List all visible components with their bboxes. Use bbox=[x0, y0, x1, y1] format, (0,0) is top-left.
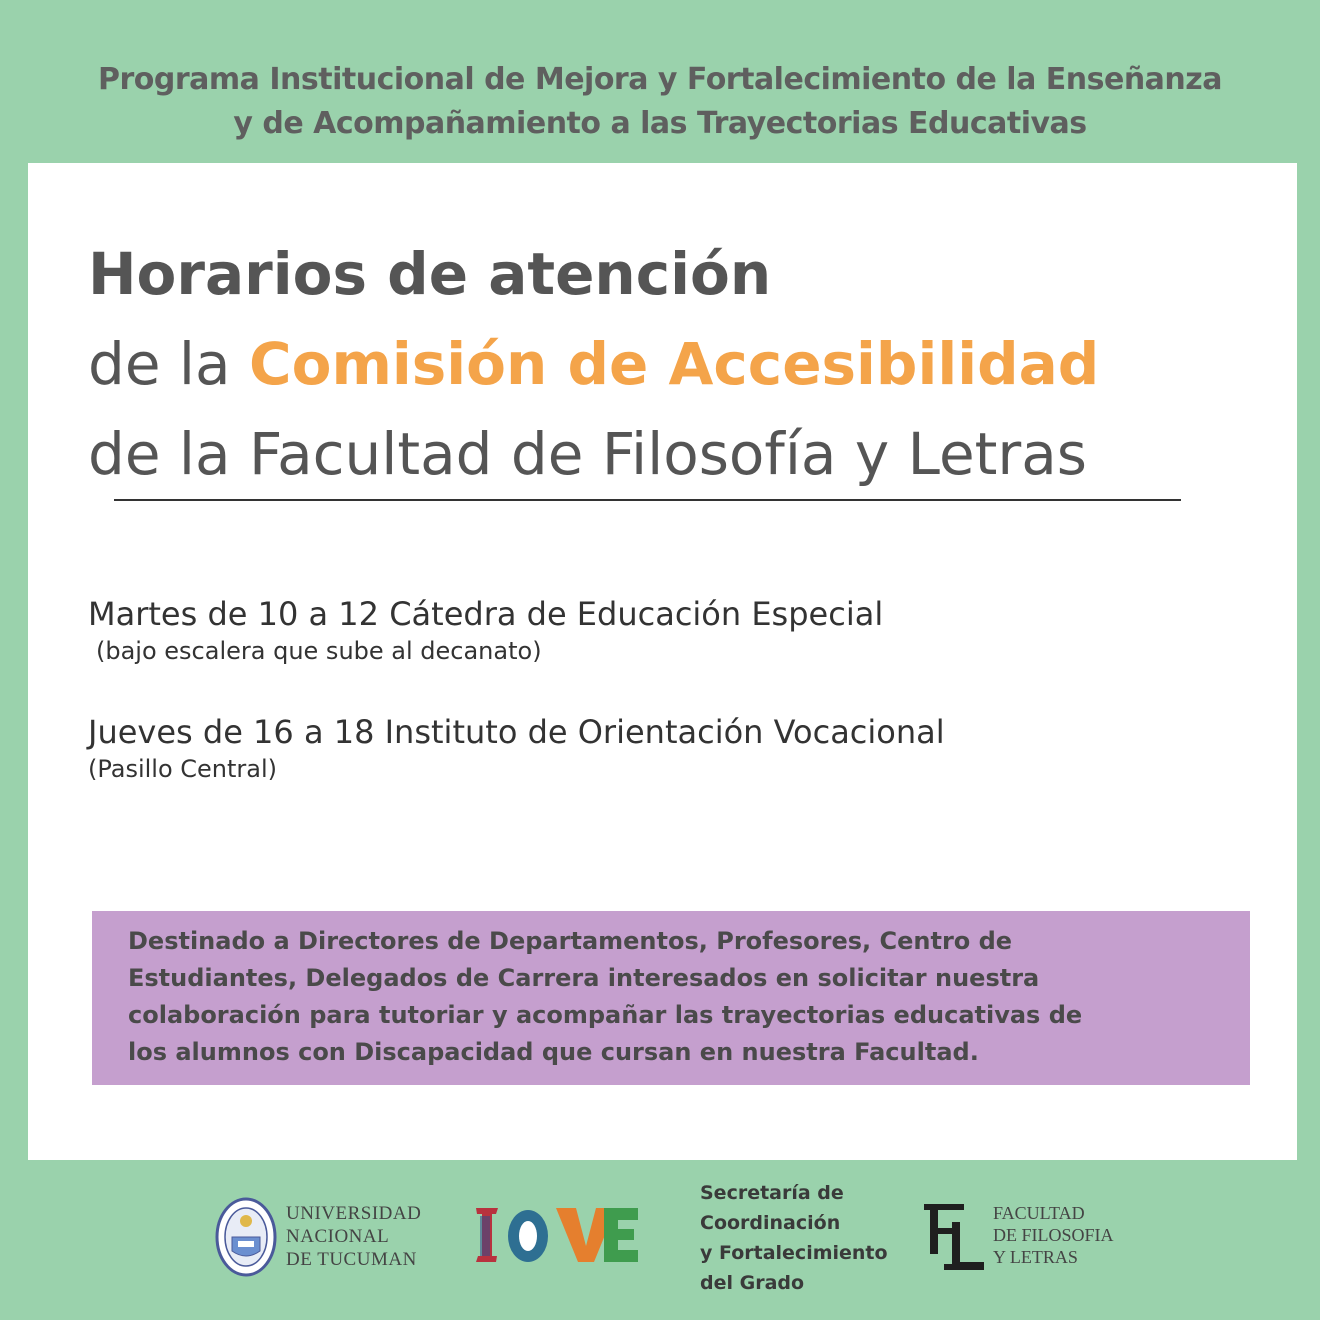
title-line-2 bbox=[88, 319, 1268, 409]
title-highlight: Comisión de Accesibilidad bbox=[249, 330, 1100, 398]
notice-line: colaboración para tutoriar y acompañar las trayectorias educativas de bbox=[128, 1001, 1083, 1029]
content-card bbox=[28, 163, 1297, 1160]
title-line-1: Horarios de atención bbox=[88, 240, 772, 308]
schedule-main: Jueves de 16 a 18 Instituto de Orientación Vocacional bbox=[88, 713, 945, 751]
ffyl-line: FACULTAD bbox=[993, 1203, 1085, 1223]
secretaria-line: del Grado bbox=[700, 1272, 805, 1294]
page-title bbox=[88, 229, 1268, 499]
schedule-item-thursday bbox=[88, 711, 1208, 785]
secretaria-line: Coordinación bbox=[700, 1212, 841, 1234]
unt-line: DE TUCUMAN bbox=[286, 1249, 417, 1270]
secretaria-name bbox=[700, 1178, 888, 1298]
ffyl-line: DE FILOSOFIA bbox=[993, 1225, 1114, 1245]
program-header-line-1: Programa Institucional de Mejora y Fortalecimiento de la Enseñanza bbox=[98, 62, 1222, 97]
footer-logos bbox=[0, 1160, 1320, 1320]
schedule-location: (Pasillo Central) bbox=[88, 755, 278, 783]
divider bbox=[114, 499, 1181, 501]
notice-text bbox=[128, 923, 1228, 1071]
notice-line: los alumnos con Discapacidad que cursan en nuestra Facultad. bbox=[128, 1038, 979, 1066]
title-line-3: de la Facultad de Filosofía y Letras bbox=[88, 420, 1087, 488]
ffyl-name bbox=[993, 1202, 1114, 1268]
unt-name bbox=[286, 1202, 421, 1271]
ffyl-line: Y LETRAS bbox=[993, 1247, 1078, 1267]
unt-line: NACIONAL bbox=[286, 1226, 390, 1247]
schedule-location: (bajo escalera que sube al decanato) bbox=[96, 637, 542, 665]
secretaria-line: y Fortalecimiento bbox=[700, 1242, 888, 1264]
ffyl-logo-icon bbox=[922, 1200, 988, 1272]
university-seal-icon bbox=[215, 1197, 277, 1277]
notice-line: Estudiantes, Delegados de Carrera interesados en solicitar nuestra bbox=[128, 964, 1040, 992]
schedule-main: Martes de 10 a 12 Cátedra de Educación Especial bbox=[88, 595, 884, 633]
schedule-item-tuesday bbox=[88, 593, 1208, 667]
notice-box bbox=[92, 911, 1250, 1085]
title-line-2-prefix: de la bbox=[88, 330, 250, 398]
iove-logo-icon bbox=[472, 1202, 642, 1268]
notice-line: Destinado a Directores de Departamentos, Profesores, Centro de bbox=[128, 927, 1013, 955]
secretaria-line: Secretaría de bbox=[700, 1182, 844, 1204]
program-header bbox=[0, 58, 1320, 146]
unt-line: UNIVERSIDAD bbox=[286, 1203, 422, 1224]
program-header-line-2: y de Acompañamiento a las Trayectorias Educativas bbox=[233, 106, 1087, 141]
